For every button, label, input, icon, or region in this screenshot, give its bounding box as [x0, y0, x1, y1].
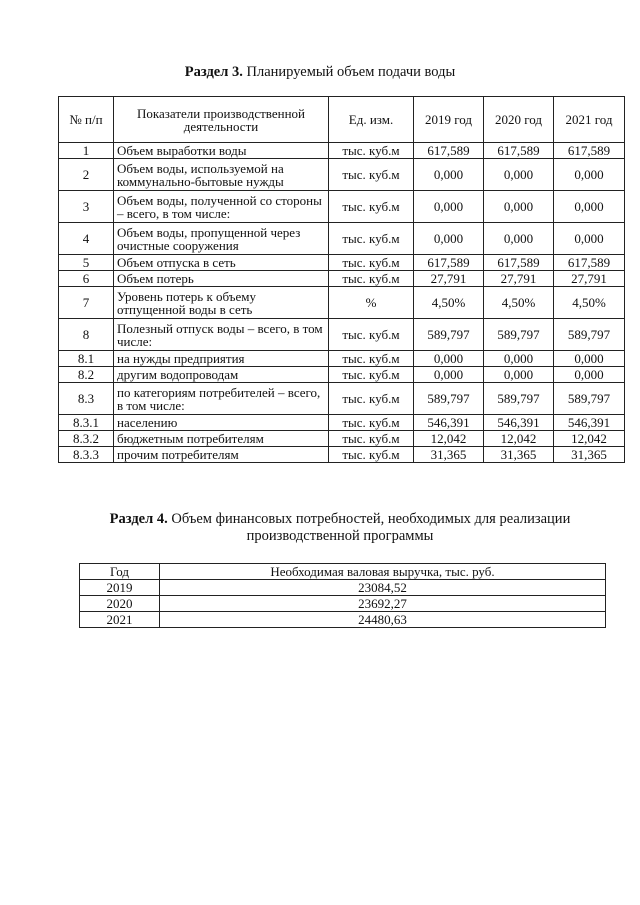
unit-cell: тыс. куб.м	[329, 143, 414, 159]
unit-cell: тыс. куб.м	[329, 159, 414, 191]
table-row	[59, 143, 625, 159]
section4-label: Раздел 4.	[109, 511, 168, 527]
section3-title: Планируемый объем подачи воды	[246, 64, 456, 80]
value-2021: 0,000	[554, 159, 625, 191]
value-2020: 0,000	[484, 351, 554, 367]
unit-cell: тыс. куб.м	[329, 271, 414, 287]
col-header-2020: 2020 год	[484, 97, 554, 143]
unit-cell: тыс. куб.м	[329, 223, 414, 255]
value-2020: 617,589	[484, 255, 554, 271]
value-2020: 617,589	[484, 143, 554, 159]
indicator-name: по категориям потребителей – всего, в том числе:	[114, 383, 329, 415]
value-2019: 589,797	[414, 319, 484, 351]
unit-cell: тыс. куб.м	[329, 319, 414, 351]
table-row	[80, 596, 606, 612]
value-2019: 617,589	[414, 255, 484, 271]
value-2019: 4,50%	[414, 287, 484, 319]
table-row	[59, 319, 625, 351]
value-2021: 0,000	[554, 191, 625, 223]
row-number: 8.3.3	[59, 447, 114, 463]
row-number: 1	[59, 143, 114, 159]
indicator-name: Объем воды, используемой на коммунально-бытовые нужды	[114, 159, 329, 191]
value-2020: 12,042	[484, 431, 554, 447]
revenue-cell: 23692,27	[160, 596, 606, 612]
value-2019: 0,000	[414, 223, 484, 255]
table-row	[59, 447, 625, 463]
table-row	[59, 191, 625, 223]
section4-heading	[90, 511, 590, 545]
section4-title: Объем финансовых потребностей, необходимых для реализации производственной программы	[171, 511, 571, 544]
section3-label: Раздел 3.	[184, 64, 243, 80]
unit-cell: тыс. куб.м	[329, 191, 414, 223]
year-cell: 2021	[80, 612, 160, 628]
unit-cell: тыс. куб.м	[329, 383, 414, 415]
value-2021: 589,797	[554, 383, 625, 415]
value-2021: 31,365	[554, 447, 625, 463]
table-row	[59, 223, 625, 255]
indicator-name: населению	[114, 415, 329, 431]
col-header-indicator: Показатели производственной деятельности	[114, 97, 329, 143]
row-number: 5	[59, 255, 114, 271]
row-number: 2	[59, 159, 114, 191]
value-2019: 0,000	[414, 159, 484, 191]
value-2021: 589,797	[554, 319, 625, 351]
value-2019: 31,365	[414, 447, 484, 463]
year-cell: 2019	[80, 580, 160, 596]
value-2020: 0,000	[484, 367, 554, 383]
value-2020: 31,365	[484, 447, 554, 463]
value-2019: 589,797	[414, 383, 484, 415]
table-row	[80, 580, 606, 596]
row-number: 6	[59, 271, 114, 287]
table-row	[59, 367, 625, 383]
indicator-name: на нужды предприятия	[114, 351, 329, 367]
table-row	[59, 415, 625, 431]
unit-cell: тыс. куб.м	[329, 351, 414, 367]
row-number: 8.1	[59, 351, 114, 367]
value-2019: 0,000	[414, 191, 484, 223]
value-2020: 0,000	[484, 159, 554, 191]
row-number: 3	[59, 191, 114, 223]
value-2020: 0,000	[484, 223, 554, 255]
indicator-name: Объем воды, пропущенной через очистные сооружения	[114, 223, 329, 255]
table-row	[59, 271, 625, 287]
revenue-table	[79, 563, 606, 628]
value-2019: 617,589	[414, 143, 484, 159]
value-2021: 617,589	[554, 255, 625, 271]
col-header-unit: Ед. изм.	[329, 97, 414, 143]
col-header-year: Год	[80, 564, 160, 580]
value-2019: 12,042	[414, 431, 484, 447]
unit-cell: тыс. куб.м	[329, 431, 414, 447]
value-2020: 0,000	[484, 191, 554, 223]
row-number: 8.3	[59, 383, 114, 415]
value-2020: 589,797	[484, 383, 554, 415]
indicator-name: Уровень потерь к объему отпущенной воды в сеть	[114, 287, 329, 319]
table-header-row	[59, 97, 625, 143]
value-2021: 12,042	[554, 431, 625, 447]
col-header-revenue: Необходимая валовая выручка, тыс. руб.	[160, 564, 606, 580]
col-header-2019: 2019 год	[414, 97, 484, 143]
value-2019: 0,000	[414, 367, 484, 383]
table-row	[59, 255, 625, 271]
value-2021: 27,791	[554, 271, 625, 287]
value-2020: 589,797	[484, 319, 554, 351]
table-row	[59, 351, 625, 367]
value-2020: 27,791	[484, 271, 554, 287]
indicator-name: Объем выработки воды	[114, 143, 329, 159]
col-header-num: № п/п	[59, 97, 114, 143]
table-row	[59, 431, 625, 447]
year-cell: 2020	[80, 596, 160, 612]
unit-cell: %	[329, 287, 414, 319]
unit-cell: тыс. куб.м	[329, 447, 414, 463]
water-supply-table	[58, 96, 625, 463]
revenue-table-body	[80, 580, 606, 628]
unit-cell: тыс. куб.м	[329, 255, 414, 271]
row-number: 8.3.2	[59, 431, 114, 447]
table-row	[59, 159, 625, 191]
unit-cell: тыс. куб.м	[329, 415, 414, 431]
water-supply-table-body	[59, 143, 625, 463]
row-number: 8	[59, 319, 114, 351]
indicator-name: Объем воды, полученной со стороны – всего, в том числе:	[114, 191, 329, 223]
value-2019: 0,000	[414, 351, 484, 367]
row-number: 8.3.1	[59, 415, 114, 431]
value-2021: 0,000	[554, 223, 625, 255]
section3-heading	[0, 64, 640, 81]
col-header-2021: 2021 год	[554, 97, 625, 143]
table-row	[59, 287, 625, 319]
indicator-name: Объем отпуска в сеть	[114, 255, 329, 271]
unit-cell: тыс. куб.м	[329, 367, 414, 383]
indicator-name: Объем потерь	[114, 271, 329, 287]
row-number: 8.2	[59, 367, 114, 383]
value-2021: 546,391	[554, 415, 625, 431]
value-2021: 0,000	[554, 351, 625, 367]
value-2020: 546,391	[484, 415, 554, 431]
value-2020: 4,50%	[484, 287, 554, 319]
indicator-name: другим водопроводам	[114, 367, 329, 383]
value-2021: 4,50%	[554, 287, 625, 319]
row-number: 7	[59, 287, 114, 319]
indicator-name: прочим потребителям	[114, 447, 329, 463]
value-2021: 0,000	[554, 367, 625, 383]
indicator-name: Полезный отпуск воды – всего, в том числе:	[114, 319, 329, 351]
revenue-cell: 23084,52	[160, 580, 606, 596]
value-2019: 27,791	[414, 271, 484, 287]
table-row	[59, 383, 625, 415]
table-row	[80, 612, 606, 628]
row-number: 4	[59, 223, 114, 255]
revenue-cell: 24480,63	[160, 612, 606, 628]
value-2021: 617,589	[554, 143, 625, 159]
table-header-row	[80, 564, 606, 580]
indicator-name: бюджетным потребителям	[114, 431, 329, 447]
value-2019: 546,391	[414, 415, 484, 431]
